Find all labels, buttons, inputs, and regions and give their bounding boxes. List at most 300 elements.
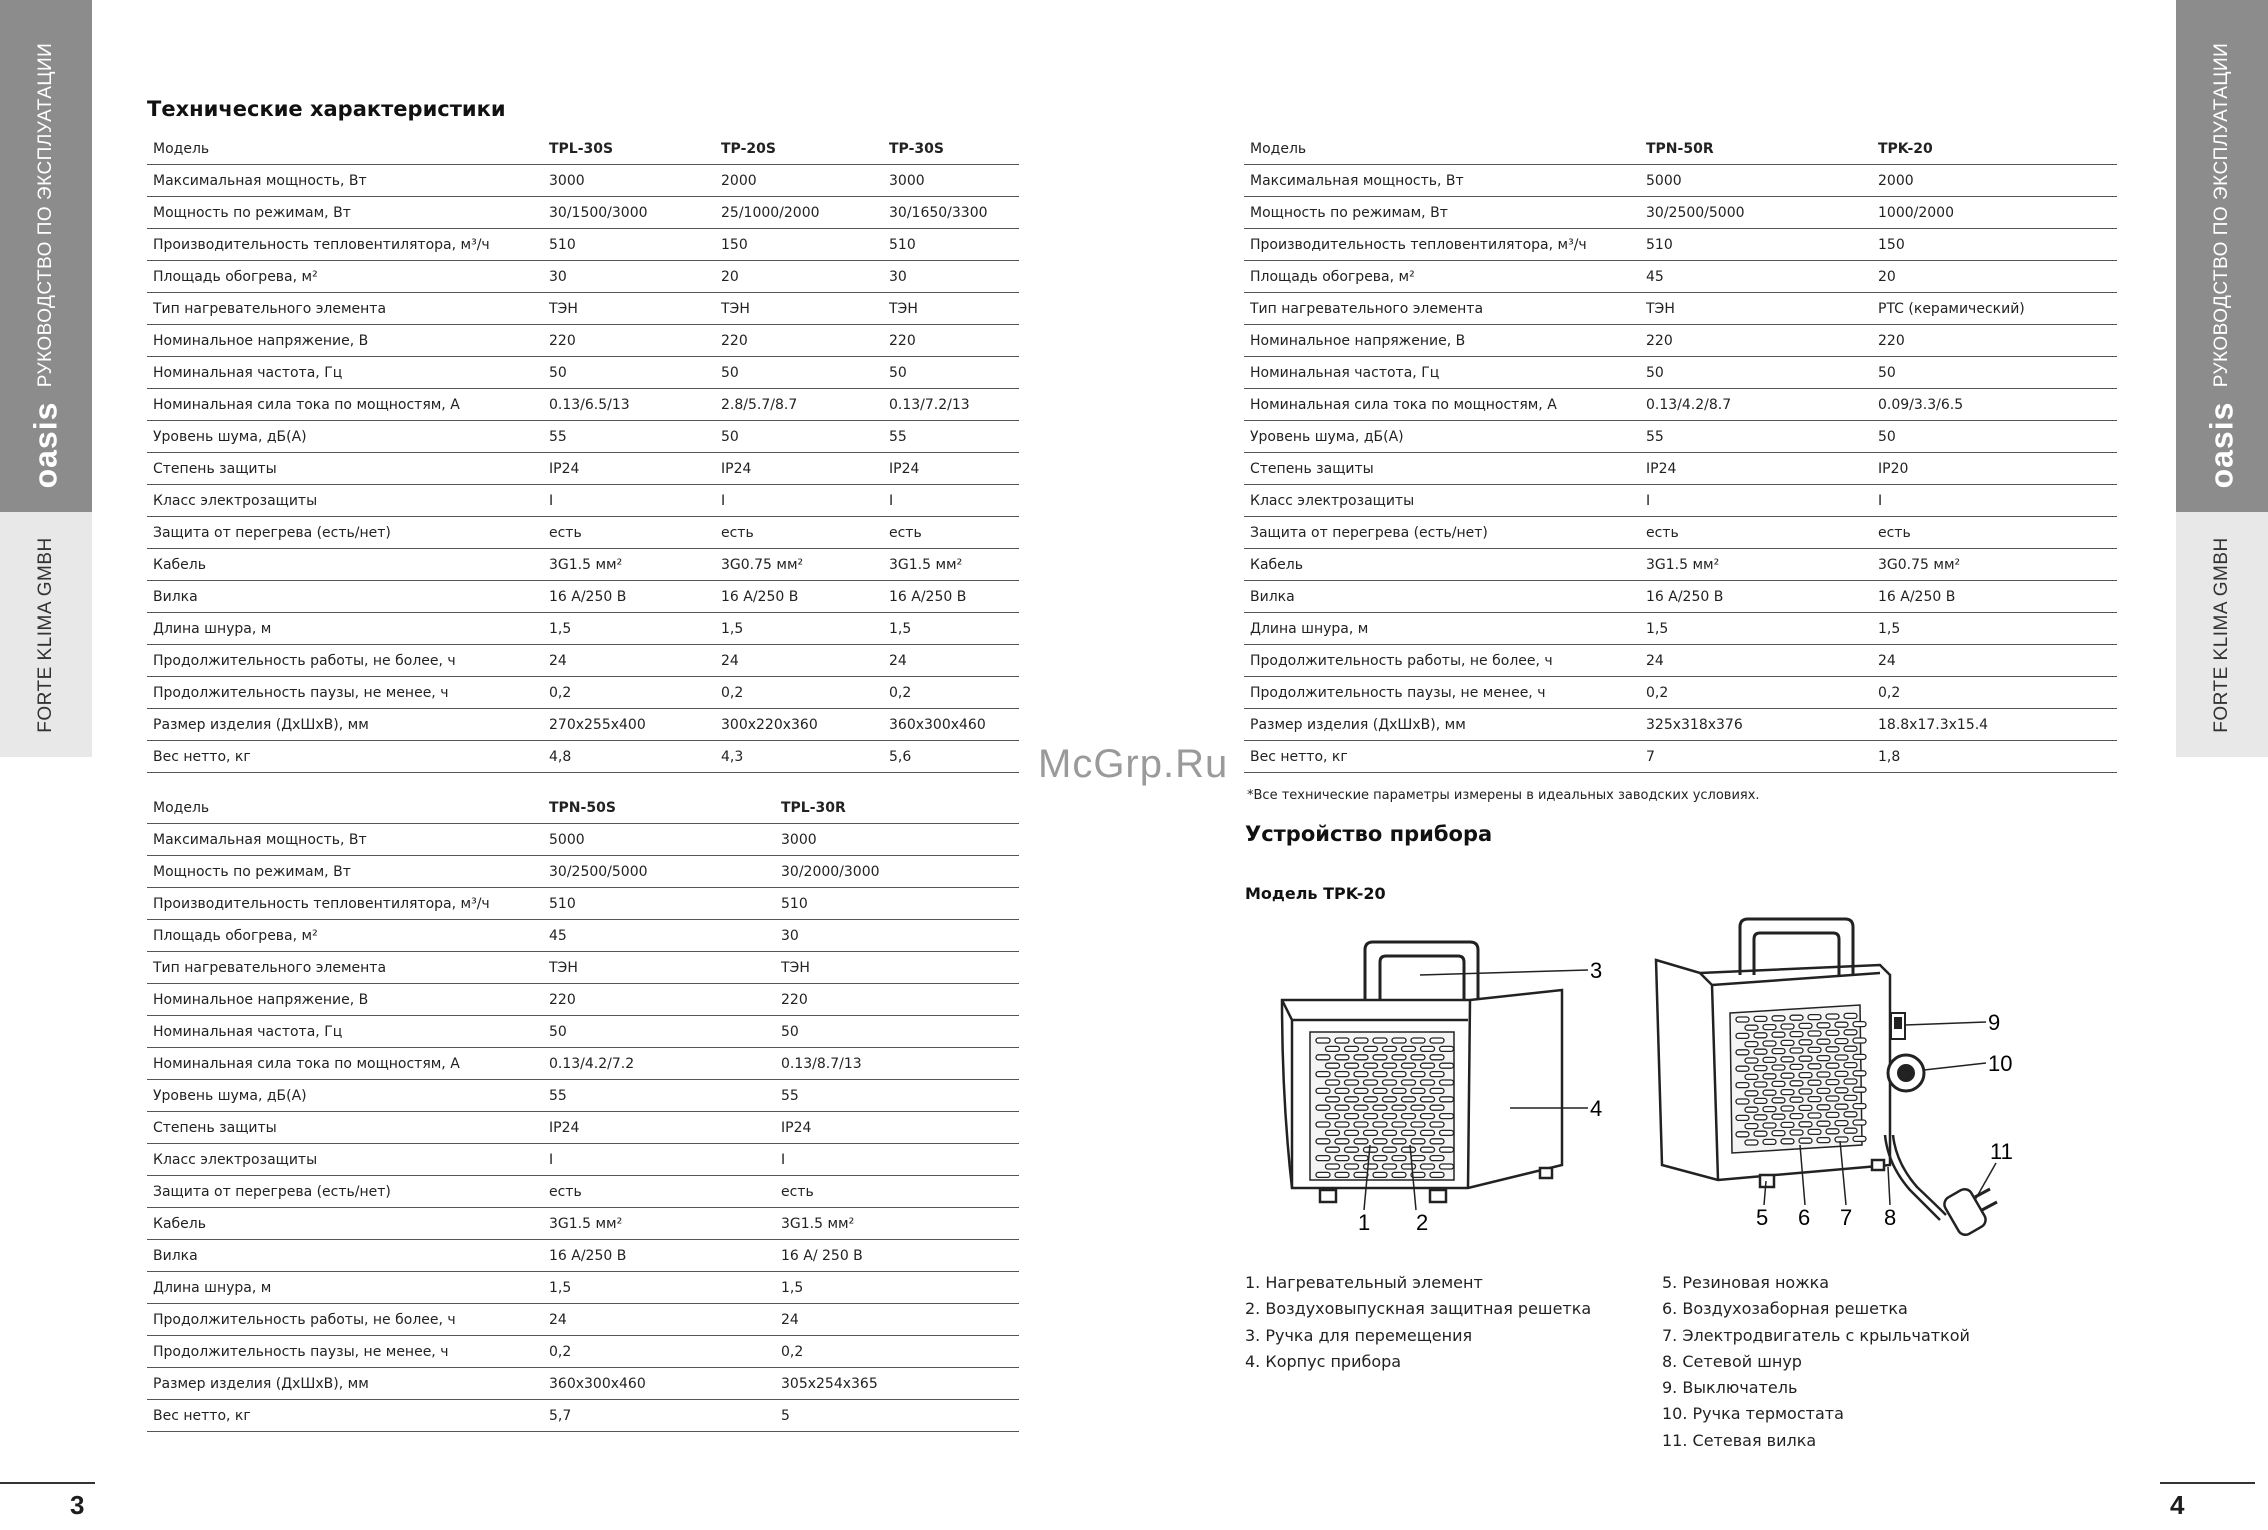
- callout-6: 6: [1798, 1205, 1811, 1230]
- watermark: McGrp.Ru: [1038, 742, 1229, 786]
- grille-slot: [1354, 1105, 1368, 1110]
- table-row: [1244, 645, 2117, 677]
- param-value: 16 А/250 В: [543, 581, 715, 613]
- param-value: 1,5: [715, 613, 883, 645]
- param-value: 24: [1640, 645, 1872, 677]
- param-value: 510: [543, 888, 775, 920]
- grille-slot: [1421, 1097, 1435, 1102]
- table-row: [147, 261, 1019, 293]
- grille-slot: [1781, 1106, 1794, 1111]
- grille-slot: [1754, 1049, 1767, 1054]
- grille-slot: [1430, 1072, 1444, 1077]
- param-value: 16 А/ 250 В: [775, 1240, 1019, 1272]
- param-value: 3G1.5 мм²: [543, 549, 715, 581]
- param-name: Номинальная частота, Гц: [1244, 357, 1640, 389]
- param-name: Площадь обогрева, м²: [147, 920, 543, 952]
- grille-slot: [1781, 1024, 1794, 1029]
- param-value: 16 А/250 В: [1640, 581, 1872, 613]
- param-value: 1,5: [1640, 613, 1872, 645]
- param-name: Длина шнура, м: [147, 613, 543, 645]
- grille-slot: [1430, 1122, 1444, 1127]
- param-name: Максимальная мощность, Вт: [1244, 165, 1640, 197]
- grille-slot: [1383, 1097, 1397, 1102]
- header-model: TP-20S: [715, 133, 883, 165]
- grille-slot: [1402, 1164, 1416, 1169]
- grille-slot: [1421, 1080, 1435, 1085]
- legend-item: 1. Нагревательный элемент: [1245, 1273, 1483, 1292]
- grille-slot: [1853, 1038, 1866, 1043]
- grille-slot: [1745, 1124, 1758, 1129]
- param-name: Мощность по режимам, Вт: [147, 197, 543, 229]
- grille-slot: [1754, 1115, 1767, 1120]
- grille-slot: [1772, 1065, 1785, 1070]
- param-name: Продолжительность работы, не более, ч: [147, 645, 543, 677]
- side-guide-label: РУКОВОДСТВО ПО ЭКСПЛУАТАЦИИ: [35, 42, 56, 388]
- param-name: Вес нетто, кг: [147, 741, 543, 773]
- grille-slot: [1826, 1014, 1839, 1019]
- grille-slot: [1817, 1056, 1830, 1061]
- param-value: 0,2: [543, 677, 715, 709]
- table-row: [1244, 197, 2117, 229]
- param-value: IP24: [543, 453, 715, 485]
- param-value: 24: [883, 645, 1019, 677]
- grille-slot: [1316, 1139, 1330, 1144]
- param-value: 50: [1640, 357, 1872, 389]
- grille-slot: [1354, 1055, 1368, 1060]
- footnote: *Все технические параметры измерены в идеальных заводских условиях.: [1247, 788, 1760, 803]
- param-value: 0.13/7.2/13: [883, 389, 1019, 421]
- grille-slot: [1826, 1096, 1839, 1101]
- param-value: 55: [775, 1080, 1019, 1112]
- grille-slot: [1772, 1098, 1785, 1103]
- param-value: 50: [543, 357, 715, 389]
- grille-slot: [1402, 1063, 1416, 1068]
- legend-item: 4. Корпус прибора: [1245, 1351, 1402, 1371]
- callout-7: 7: [1840, 1205, 1853, 1230]
- table-row: [147, 1208, 1019, 1240]
- grille-slot: [1835, 1137, 1848, 1142]
- param-value: есть: [1872, 517, 2117, 549]
- param-value: 20: [715, 261, 883, 293]
- grille-slot: [1402, 1080, 1416, 1085]
- param-name: Производительность тепловентилятора, м³/ч: [1244, 229, 1640, 261]
- param-value: IP20: [1872, 453, 2117, 485]
- grille-slot: [1354, 1122, 1368, 1127]
- grille-slot: [1392, 1055, 1406, 1060]
- grille-slot: [1440, 1063, 1454, 1068]
- param-value: есть: [775, 1176, 1019, 1208]
- grille-slot: [1373, 1172, 1387, 1177]
- grille-slot: [1411, 1038, 1425, 1043]
- param-value: 24: [775, 1304, 1019, 1336]
- param-value: ТЭН: [543, 952, 775, 984]
- param-value: I: [543, 1144, 775, 1176]
- param-value: есть: [1640, 517, 1872, 549]
- page-number-rule-right: [2160, 1482, 2255, 1484]
- param-name: Вилка: [147, 581, 543, 613]
- callout-9: 9: [1988, 1010, 2001, 1035]
- grille-slot: [1364, 1130, 1378, 1135]
- callout-8: 8: [1884, 1205, 1897, 1230]
- param-value: 30/1500/3000: [543, 197, 715, 229]
- grille-slot: [1772, 1131, 1785, 1136]
- grille-slot: [1364, 1147, 1378, 1152]
- param-value: 30/2500/5000: [543, 856, 775, 888]
- param-value: 55: [543, 421, 715, 453]
- grille-slot: [1808, 1047, 1821, 1052]
- param-value: есть: [883, 517, 1019, 549]
- table-row: [147, 824, 1019, 856]
- param-value: 16 А/250 В: [883, 581, 1019, 613]
- grille-slot: [1763, 1025, 1776, 1030]
- param-value: 16 А/250 В: [715, 581, 883, 613]
- grille-slot: [1754, 1098, 1767, 1103]
- table-row: [1244, 261, 2117, 293]
- param-name: Вес нетто, кг: [147, 1400, 543, 1432]
- grille-slot: [1430, 1105, 1444, 1110]
- handle-drawing: [1365, 942, 1478, 1000]
- grille-slot: [1326, 1097, 1340, 1102]
- grille-slot: [1790, 1114, 1803, 1119]
- grille-slot: [1853, 1087, 1866, 1092]
- table-row: [1244, 453, 2117, 485]
- param-value: 16 А/250 В: [1872, 581, 2117, 613]
- grille-slot: [1736, 1083, 1749, 1088]
- param-value: 18.8x17.3x15.4: [1872, 709, 2117, 741]
- header-model: TPL-30S: [543, 133, 715, 165]
- param-value: 45: [1640, 261, 1872, 293]
- grille-slot: [1335, 1088, 1349, 1093]
- grille-slot: [1745, 1025, 1758, 1030]
- grille-slot: [1817, 1138, 1830, 1143]
- param-value: 0,2: [883, 677, 1019, 709]
- grille-slot: [1808, 1031, 1821, 1036]
- grille-slot: [1763, 1123, 1776, 1128]
- param-value: ТЭН: [715, 293, 883, 325]
- param-value: I: [883, 485, 1019, 517]
- grille-slot: [1440, 1097, 1454, 1102]
- table-row: [147, 1048, 1019, 1080]
- param-name: Степень защиты: [147, 1112, 543, 1144]
- table-row: [147, 197, 1019, 229]
- table-row: [147, 1368, 1019, 1400]
- grille-slot: [1817, 1105, 1830, 1110]
- grille-slot: [1392, 1156, 1406, 1161]
- grille-slot: [1745, 1058, 1758, 1063]
- param-name: Производительность тепловентилятора, м³/ч: [147, 229, 543, 261]
- param-value: 0.13/4.2/8.7: [1640, 389, 1872, 421]
- param-value: 5000: [543, 824, 775, 856]
- grille-slot: [1383, 1114, 1397, 1119]
- grille-slot: [1354, 1139, 1368, 1144]
- grille-slot: [1835, 1104, 1848, 1109]
- param-value: 30: [883, 261, 1019, 293]
- grille-slot: [1411, 1088, 1425, 1093]
- grille-slot: [1421, 1164, 1435, 1169]
- grille-slot: [1430, 1172, 1444, 1177]
- param-name: Площадь обогрева, м²: [147, 261, 543, 293]
- param-value: 1,5: [883, 613, 1019, 645]
- grille-slot: [1430, 1038, 1444, 1043]
- brand-logo: oasis: [2203, 401, 2240, 489]
- param-value: 3G1.5 мм²: [775, 1208, 1019, 1240]
- grille-slot: [1781, 1139, 1794, 1144]
- param-name: Номинальная сила тока по мощностям, А: [1244, 389, 1640, 421]
- grille-slot: [1745, 1074, 1758, 1079]
- param-value: 3000: [775, 824, 1019, 856]
- grille-slot: [1364, 1046, 1378, 1051]
- table-row: [147, 517, 1019, 549]
- header-label: Модель: [147, 792, 543, 824]
- side-company-label: FORTE KLIMA GMBH: [35, 536, 56, 733]
- header-label: Модель: [1244, 133, 1640, 165]
- param-value: есть: [543, 1176, 775, 1208]
- table-row: [147, 1112, 1019, 1144]
- param-name: Номинальное напряжение, В: [147, 984, 543, 1016]
- grille-slot: [1345, 1130, 1359, 1135]
- grille-slot: [1402, 1097, 1416, 1102]
- header-model: TPN-50S: [543, 792, 775, 824]
- callout-5: 5: [1756, 1205, 1769, 1230]
- param-value: IP24: [775, 1112, 1019, 1144]
- table-row: [147, 1144, 1019, 1176]
- left-side-tab-company: [0, 512, 92, 757]
- grille-slot: [1736, 1132, 1749, 1137]
- grille-slot: [1364, 1097, 1378, 1102]
- table-row: [147, 1176, 1019, 1208]
- param-name: Номинальная частота, Гц: [147, 1016, 543, 1048]
- grille-slot: [1392, 1122, 1406, 1127]
- param-value: 50: [715, 421, 883, 453]
- param-name: Производительность тепловентилятора, м³/ч: [147, 888, 543, 920]
- grille-slot: [1763, 1041, 1776, 1046]
- grille-slot: [1345, 1147, 1359, 1152]
- param-value: 50: [1872, 421, 2117, 453]
- grille-slot: [1853, 1104, 1866, 1109]
- grille-slot: [1826, 1080, 1839, 1085]
- grille-slot: [1316, 1172, 1330, 1177]
- param-value: 24: [715, 645, 883, 677]
- param-value: 3000: [883, 165, 1019, 197]
- param-value: I: [715, 485, 883, 517]
- param-value: IP24: [543, 1112, 775, 1144]
- table-row: [1244, 709, 2117, 741]
- param-value: 30: [775, 920, 1019, 952]
- param-value: 3000: [543, 165, 715, 197]
- grille-slot: [1844, 1112, 1857, 1117]
- grille-slot: [1326, 1046, 1340, 1051]
- grille-slot: [1345, 1046, 1359, 1051]
- param-value: 3G0.75 мм²: [715, 549, 883, 581]
- heater-rear-view: [1640, 905, 2060, 1240]
- table-row: [1244, 421, 2117, 453]
- grille-slot: [1790, 1032, 1803, 1037]
- grille-slot: [1392, 1072, 1406, 1077]
- header-model: TPN-50R: [1640, 133, 1872, 165]
- param-value: 270x255x400: [543, 709, 715, 741]
- grille-slot: [1763, 1090, 1776, 1095]
- grille-slot: [1364, 1063, 1378, 1068]
- grille-slot: [1392, 1139, 1406, 1144]
- grille-slot: [1373, 1072, 1387, 1077]
- param-value: ТЭН: [543, 293, 715, 325]
- param-name: Мощность по режимам, Вт: [147, 856, 543, 888]
- grille-slot: [1844, 1013, 1857, 1018]
- table-row: [1244, 741, 2117, 773]
- table-row: [147, 1400, 1019, 1432]
- grille-slot: [1430, 1139, 1444, 1144]
- param-name: Защита от перегрева (есть/нет): [147, 1176, 543, 1208]
- param-name: Продолжительность паузы, не менее, ч: [147, 677, 543, 709]
- grille-slot: [1411, 1055, 1425, 1060]
- spec-table-3: [1244, 133, 2117, 773]
- grille-slot: [1844, 1128, 1857, 1133]
- param-name: Уровень шума, дБ(А): [147, 421, 543, 453]
- spec-table-1: [147, 133, 1019, 773]
- param-name: Длина шнура, м: [147, 1272, 543, 1304]
- grille-slot: [1781, 1073, 1794, 1078]
- table-row: [147, 741, 1019, 773]
- param-name: Максимальная мощность, Вт: [147, 165, 543, 197]
- param-value: есть: [715, 517, 883, 549]
- grille-slot: [1790, 1064, 1803, 1069]
- param-name: Длина шнура, м: [1244, 613, 1640, 645]
- grille-slot: [1826, 1047, 1839, 1052]
- callout-11: 11: [1990, 1139, 2013, 1164]
- param-name: Максимальная мощность, Вт: [147, 824, 543, 856]
- grille-slot: [1808, 1113, 1821, 1118]
- param-name: Продолжительность паузы, не менее, ч: [147, 1336, 543, 1368]
- param-value: 220: [1640, 325, 1872, 357]
- param-value: 5000: [1640, 165, 1872, 197]
- grille-slot: [1844, 1095, 1857, 1100]
- grille-slot: [1354, 1172, 1368, 1177]
- param-name: Степень защиты: [147, 453, 543, 485]
- grille-slot: [1354, 1088, 1368, 1093]
- grille-slot: [1411, 1122, 1425, 1127]
- grille-slot: [1799, 1122, 1812, 1127]
- param-value: 0.13/4.2/7.2: [543, 1048, 775, 1080]
- device-section-title: Устройство прибора: [1245, 822, 1493, 846]
- grille-slot: [1383, 1080, 1397, 1085]
- param-value: 24: [543, 1304, 775, 1336]
- grille-slot: [1421, 1147, 1435, 1152]
- grille-slot: [1844, 1063, 1857, 1068]
- param-value: 0.13/8.7/13: [775, 1048, 1019, 1080]
- grille-slot: [1373, 1038, 1387, 1043]
- param-name: Класс электрозащиты: [1244, 485, 1640, 517]
- param-value: 30: [543, 261, 715, 293]
- table-row: [1244, 229, 2117, 261]
- param-value: I: [775, 1144, 1019, 1176]
- table-row: [147, 920, 1019, 952]
- grille-slot: [1799, 1040, 1812, 1045]
- header-label: Модель: [147, 133, 543, 165]
- param-value: 3G1.5 мм²: [883, 549, 1019, 581]
- grille-slot: [1326, 1147, 1340, 1152]
- legend-item: 8. Сетевой шнур: [1662, 1351, 1802, 1371]
- param-value: 7: [1640, 741, 1872, 773]
- left-side-tab-guide: [0, 0, 92, 512]
- param-name: Уровень шума, дБ(А): [147, 1080, 543, 1112]
- page-number-rule-left: [0, 1482, 95, 1484]
- param-value: 305x254x365: [775, 1368, 1019, 1400]
- param-name: Кабель: [147, 549, 543, 581]
- grille-slot: [1373, 1088, 1387, 1093]
- param-value: 510: [775, 888, 1019, 920]
- grille-slot: [1326, 1063, 1340, 1068]
- grille-slot: [1383, 1164, 1397, 1169]
- table-row: [147, 952, 1019, 984]
- legend-item: 6. Воздухозаборная решетка: [1662, 1299, 1908, 1319]
- param-name: Размер изделия (ДхШхВ), мм: [147, 1368, 543, 1400]
- grille-slot: [1326, 1164, 1340, 1169]
- grille-slot: [1345, 1097, 1359, 1102]
- param-name: Кабель: [1244, 549, 1640, 581]
- param-value: 0.13/6.5/13: [543, 389, 715, 421]
- param-value: 50: [883, 357, 1019, 389]
- grille-slot: [1745, 1042, 1758, 1047]
- grille-slot: [1345, 1114, 1359, 1119]
- grille-slot: [1326, 1130, 1340, 1135]
- grille-slot: [1736, 1115, 1749, 1120]
- grille-slot: [1799, 1073, 1812, 1078]
- param-name: Тип нагревательного элемента: [147, 293, 543, 325]
- grille-slot: [1808, 1080, 1821, 1085]
- table-row: [1244, 165, 2117, 197]
- param-name: Номинальная частота, Гц: [147, 357, 543, 389]
- grille-slot: [1853, 1022, 1866, 1027]
- grille-slot: [1440, 1080, 1454, 1085]
- grille-slot: [1421, 1046, 1435, 1051]
- param-value: 2.8/5.7/8.7: [715, 389, 883, 421]
- legend-item: 7. Электродвигатель с крыльчаткой: [1662, 1325, 1970, 1345]
- grille-slot: [1354, 1072, 1368, 1077]
- grille-slot: [1316, 1038, 1330, 1043]
- grille-slot: [1745, 1107, 1758, 1112]
- grille-slot: [1772, 1032, 1785, 1037]
- grille-slot: [1826, 1063, 1839, 1068]
- grille-slot: [1799, 1023, 1812, 1028]
- spec-table-2: [147, 792, 1019, 1432]
- param-name: Номинальная сила тока по мощностям, А: [147, 389, 543, 421]
- param-value: 2000: [715, 165, 883, 197]
- param-value: IP24: [1640, 453, 1872, 485]
- param-value: 50: [715, 357, 883, 389]
- grille-slot: [1335, 1055, 1349, 1060]
- param-value: 1,5: [543, 1272, 775, 1304]
- param-name: Продолжительность работы, не более, ч: [147, 1304, 543, 1336]
- grille-slot: [1440, 1147, 1454, 1152]
- grille-slot: [1772, 1081, 1785, 1086]
- grille-slot: [1844, 1079, 1857, 1084]
- callout-2: 2: [1416, 1210, 1429, 1235]
- param-value: 24: [543, 645, 715, 677]
- param-value: 325x318x376: [1640, 709, 1872, 741]
- grille-slot: [1326, 1080, 1340, 1085]
- grille-slot: [1335, 1122, 1349, 1127]
- param-value: PTC (керамический): [1872, 293, 2117, 325]
- table-header-row: [147, 792, 1019, 824]
- grille-slot: [1326, 1114, 1340, 1119]
- parts-legend-left: [1245, 1270, 1591, 1375]
- param-name: Площадь обогрева, м²: [1244, 261, 1640, 293]
- table-row: [147, 453, 1019, 485]
- grille-slot: [1808, 1015, 1821, 1020]
- grille-slot: [1745, 1091, 1758, 1096]
- param-value: I: [1640, 485, 1872, 517]
- param-value: 55: [1640, 421, 1872, 453]
